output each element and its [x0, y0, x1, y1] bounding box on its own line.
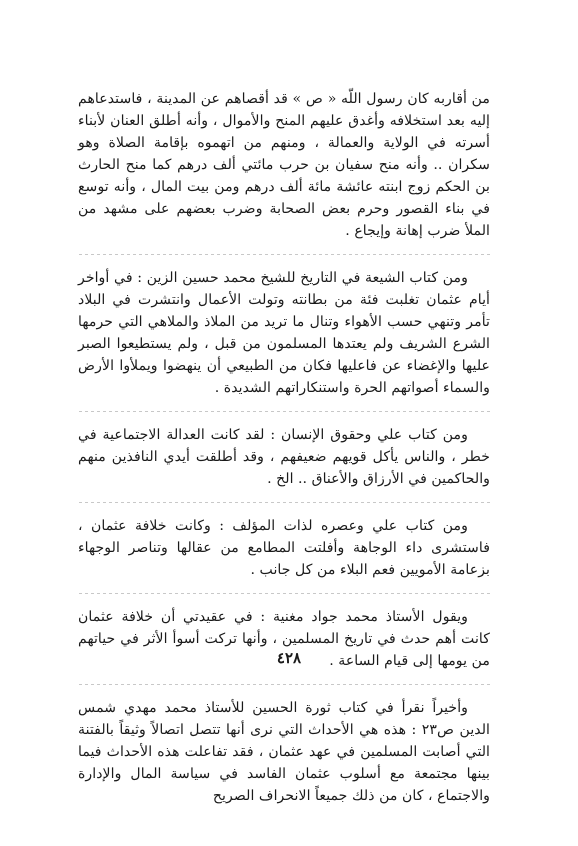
paragraph-divider — [78, 593, 490, 594]
paragraph-2: ومن كتاب الشيعة في التاريخ للشيخ محمد حسين الزين : في أواخر أيام عثمان تغلبت فئة من بطانته وتولت الأعمال وانتشرت في البلاد تأمر وتنهي حسب الأهواء وتنال ما تريد من الملاذ والملاهي التي حرمها الشرع الشريف ولم يعتدها المسلمون من قبل ، ولم يستطيعوا الصبر عليها والإغضاء عن فاعليها فكان من الطبيعي أن ينهضوا ويملأوا الأرض والسماء أصواتهم الحرة واستنكاراتهم الشديدة . — [78, 270, 490, 396]
paragraph-divider — [78, 684, 490, 685]
paragraph-3: ومن كتاب علي وحقوق الإنسان : لقد كانت العدالة الاجتماعية في خطر ، والناس يأكل قويهم ضعيفهم ، وقد أطلقت أيدي النافذين منهم والحاكمين في الأرزاق والأعناق .. الخ . — [78, 427, 490, 487]
paragraph-4: ومن كتاب علي وعصره لذات المؤلف : وكانت خلافة عثمان ، فاستشرى داء الوجاهة وأفلتت المطامع من عقالها وتناصر الوجهاء بزعامة الأمويين فعم البلاء من كل جانب . — [78, 518, 490, 578]
book-page-body — [78, 88, 490, 807]
paragraph-divider — [78, 254, 490, 255]
paragraph-6: وأخيراً نقرأ في كتاب ثورة الحسين للأستاذ محمد مهدي شمس الدين ص٢٣ : هذه هي الأحداث التي نرى أنها تتصل اتصالاً وثيقاً بالفتنة التي أصابت المسلمين في عهد عثمان ، فقد تفاعلت هذه الأحداث فيما بينها مجتمعة مع أسلوب عثمان الفاسد في سياسة المال والإدارة والاجتماع ، كان من ذلك جميعاً الانحراف الصريح — [78, 700, 490, 804]
page-number: ٤٢٨ — [276, 649, 302, 667]
paragraph-divider — [78, 411, 490, 412]
paragraph-divider — [78, 502, 490, 503]
paragraph-5: ويقول الأستاذ محمد جواد مغنية : في عقيدتي أن خلافة عثمان كانت أهم حدث في تاريخ المسلمين ، وأنها تركت أسوأ الأثر في حياتهم من يومها إلى قيام الساعة . — [78, 609, 490, 669]
paragraph-1: من أقاربه كان رسول اللّه « ص » قد أقصاهم عن المدينة ، فاستدعاهم إليه بعد استخلافه وأغدق عليهم المنح والأموال ، وأنه أطلق العنان لأبناء أسرته في الولاية والعمالة ، ومنهم من اتهموه بإقامة الصلاة وهو سكران .. وأنه منح سفيان بن حرب مائتي ألف درهم كما منح الحارث بن الحكم زوج ابنته عائشة مائة ألف درهم ومن بيت المال ، وأنه توسع في بناء القصور وحرم بعض الصحابة وضرب بعضهم على مشهد من الملأ ضرب إهانة وإيجاع . — [78, 91, 490, 239]
